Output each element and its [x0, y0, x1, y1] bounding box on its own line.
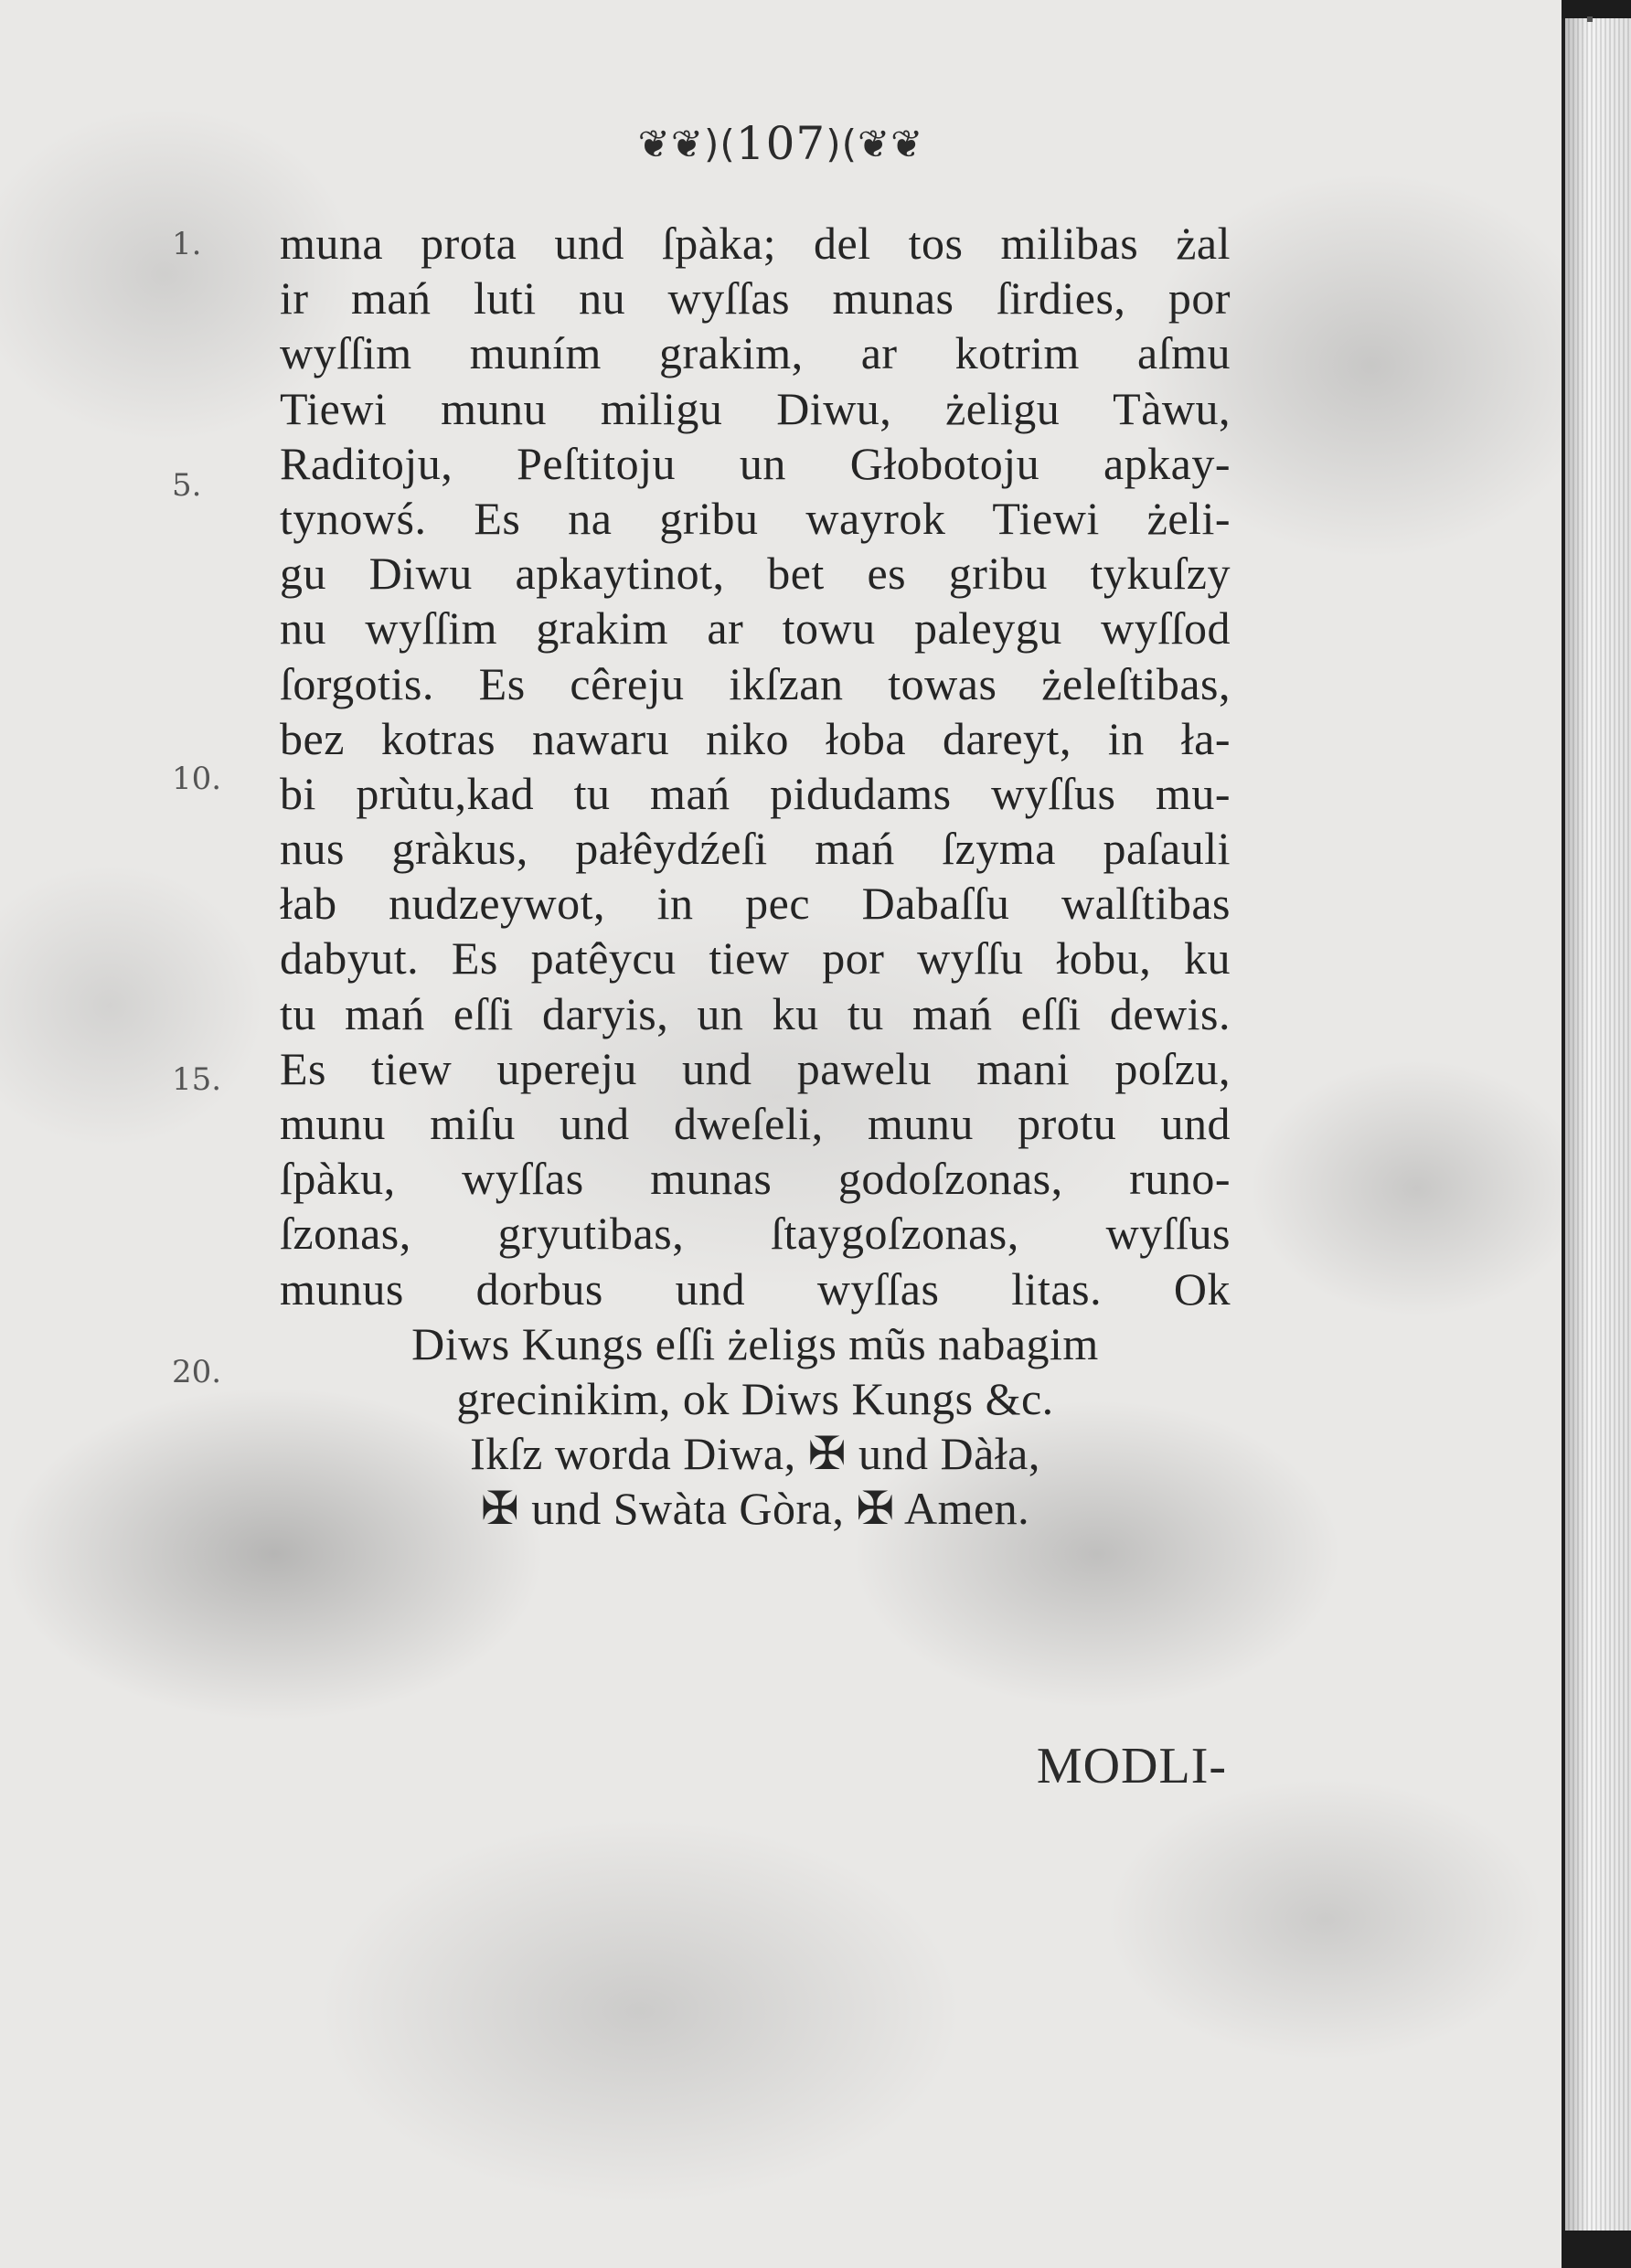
text-line: ſpàku, wyſſas munas godoſzonas, runo- — [280, 1153, 1231, 1205]
text-line: bez kotras nawaru niko łoba dareyt, in ła- — [280, 712, 1231, 764]
text-line: Raditoju, Peſtitoju un Głobotoju apkay- — [280, 437, 1231, 489]
text-line: ſorgotis. Es cêreju ikſzan towas żeleſtibas, — [280, 657, 1231, 709]
text-line: tynowś. Es na gribu wayrok Tiewi żeli- — [280, 492, 1231, 544]
text-line: munus dorbus und wyſſas litas. Ok — [280, 1262, 1231, 1315]
text-line: łab nudzeywot, in pec Dabaſſu walſtibas — [280, 878, 1231, 930]
line-number-20: 20. — [172, 1354, 222, 1390]
text-line: gu Diwu apkaytinot, bet es gribu tykuſzy — [280, 548, 1231, 600]
text-line: dabyut. Es patêycu tiew por wyſſu łobu, ku — [280, 932, 1231, 985]
text-line: grecinikim, ok Diws Kungs &c. — [456, 1372, 1054, 1424]
text-line: wyſſim muním grakim, ar kotrim aſmu — [280, 327, 1231, 379]
text-line: nus gràkus, pałêydźeſi mań ſzyma paſauli — [280, 823, 1231, 875]
text-line: ✠ und Swàta Gòra, ✠ Amen. — [480, 1483, 1030, 1535]
text-line: munu miſu und dweſeli, munu protu und — [280, 1098, 1231, 1149]
line-number-10: 10. — [172, 761, 222, 797]
text-line: Es tiew upereju und pawelu mani poſzu, — [280, 1042, 1231, 1094]
line-number-1: 1. — [172, 226, 202, 262]
text-line: Ikſz worda Diwa, ✠ und Dàła, — [470, 1428, 1040, 1480]
right-ornament: )(❦❦ — [826, 122, 924, 166]
text-line: tu mań eſſi daryis, un ku tu mań eſſi dewis. — [280, 987, 1231, 1039]
corner-mark — [1587, 16, 1593, 22]
line-number-5: 5. — [172, 467, 202, 504]
page-header — [0, 117, 1562, 170]
page-number: 107 — [735, 117, 826, 170]
text-line: bi prùtu,kad tu mań pidudams wyſſus mu- — [280, 767, 1231, 819]
text-line: Tiewi munu miligu Diwu, żeligu Tàwu, — [280, 382, 1231, 434]
catchword: MODLI- — [1036, 1738, 1227, 1794]
left-ornament: ❦❦)( — [637, 122, 736, 166]
body-text — [280, 216, 1231, 1537]
line-number-15: 15. — [172, 1061, 222, 1098]
text-line: Diws Kungs eſſi żeligs mũs nabagim — [411, 1317, 1099, 1369]
text-line: muna prota und ſpàka; del tos milibas żal — [280, 218, 1231, 269]
book-edge-shadow — [1562, 18, 1631, 2231]
text-line: ſzonas, gryutibas, ſtaygoſzonas, wyſſus — [280, 1208, 1231, 1260]
text-line: ir mań luti nu wyſſas munas ſirdies, por — [280, 272, 1231, 325]
text-line: nu wyſſim grakim ar towu paleygu wyſſod — [280, 602, 1231, 655]
